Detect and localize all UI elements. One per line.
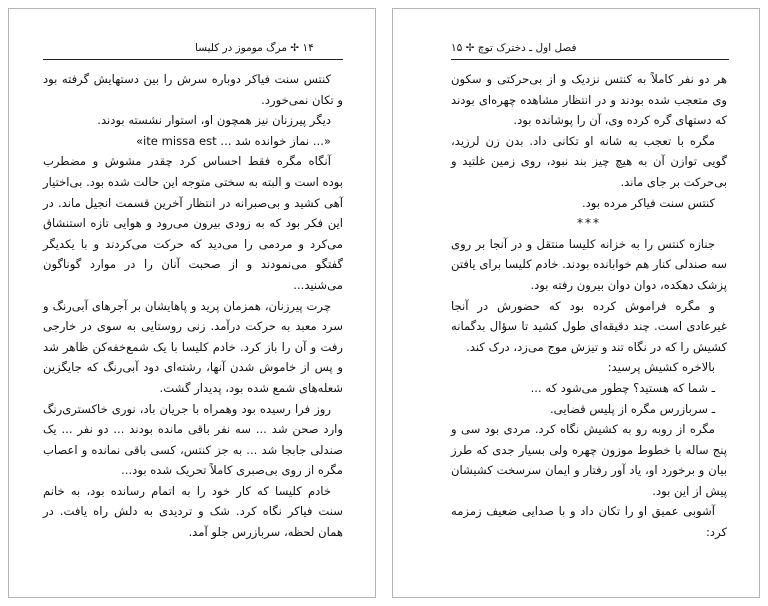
paragraph: آشوبی عمیق او را تکان داد و با صدایی ضعیف زمزمه کرد: [451,504,727,540]
dialogue-line: ـ سربازرس مگره از پلیس قضایی. [550,401,715,416]
left-header-rule [43,59,343,60]
paragraph: دیگر پیرزنان نیز همچون او، استوار نشسته بودند. [97,113,331,128]
left-running-header: ۱۴ ✢ مرگ موموز در کلیسا [195,42,314,54]
section-separator: *** [577,216,601,231]
left-page-body [43,69,343,543]
right-running-header: فصل اول ـ دخترک توچ ✢ ۱۵ [451,42,577,54]
paragraph: کنتس سنت فیاکر دوباره سرش را بین دستهایش گرفته بود و تکان نمی‌خورد. [43,72,343,107]
paragraph: «... نماز خوانده شد ... ite missa est» [135,133,331,148]
paragraph: و مگره فراموش کرده بود که حضورش در آنجا غیرعادی است. چند دقیقه‌ای طول کشید تا سؤال بدگمانه کشیش را که در نگاه تند و تیزش موج می‌زد، درک کند. [451,298,727,354]
right-header-rule [451,59,729,60]
paragraph: روز فرا رسیده بود وهمراه با جریان باد، نوری خاکستری‌رنگ وارد صحن شد ... سه نفر باقی مانده بودند ... دو نفر ... یک صندلی جابجا شد ... به جز کنتس، کسی باقی نمانده و اعصاب مگره از روی بی‌صبری کاملاً تحریک شده بود... [43,401,343,478]
right-page [392,8,760,598]
paragraph: آنگاه مگره فقط احساس کرد چقدر مشوش و مضطرب بوده است و البته به سختی متوجه این حالت شده بود. بی‌اختیار آهی کشید و بی‌صبرانه در انتظار آخرین قسمت انجیل ماند. در این فکر بود که به زودی بیرون می‌رود و هوایی تازه استنشاق می‌کرد و مردمی را می‌دید که حرکت می‌کردند و با یکدیگر گفتگو می‌نمودند و از صحبت آنان را در موارد گوناگون می‌شنید... [43,154,343,292]
paragraph: چرت پیرزنان، همزمان پرید و پاهایشان بر آجرهای آبی‌رنگ و سرد معبد به حرکت درآمد. زنی روستایی به سوی در خارجی رفت و آن را باز کرد. خادم کلیسا با یک شمع‌خفه‌کن ظاهر شد و پس از خاموش شدن آنها، رشته‌ای دود آبی‌رنگ که جایگزین شعله‌های شمع شده بود، پدیدار گشت. [43,298,343,395]
dialogue-line: ـ شما که هستید؟ چطور می‌شود که ... [530,380,715,395]
right-page-body [451,69,727,543]
paragraph: بالاخره کشیش پرسید: [607,360,715,375]
left-page [8,8,376,598]
paragraph: کنتس سنت فیاکر مرده بود. [581,195,715,210]
paragraph: خادم کلیسا که کار خود را به اتمام رسانده بود، به خانم سنت فیاکر نگاه کرد. شک و تردیدی به دلش راه یافت. در همان لحظه، سربازرس جلو آمد. [43,483,343,540]
paragraph: جنازه کنتس را به خزانه کلیسا منتقل و در آنجا بر روی سه صندلی کنار هم خوابانده بودند. خادم کلیسا برای یافتن پزشک دهکده، دوان دوان بیرون رفته بود. [451,236,727,292]
paragraph: مگره از روبه رو به کشیش نگاه کرد. مردی بود سی و پنج ساله با خطوط موزون چهره ولی بسیار جدی که طرز بیان و برخورد او، یاد آور رفتار و ایمان سرسخت کشیشان پیش از این بود. [451,422,727,498]
paragraph: مگره با تعجب به شانه او تکانی داد. بدن زن لرزید، گویی توازن آن به هیچ چیز بند نبود، روی زمین غلتید و بی‌حرکت بر جای ماند. [451,133,727,189]
paragraph: هر دو نفر کاملاً به کنتس نزدیک و از بی‌حرکتی و سکون وی متعجب شده بودند و در انتظار مشاهده چهره‌ای بودند که دستهای گره کرده وی، آن را پوشانده بود. [451,72,727,128]
